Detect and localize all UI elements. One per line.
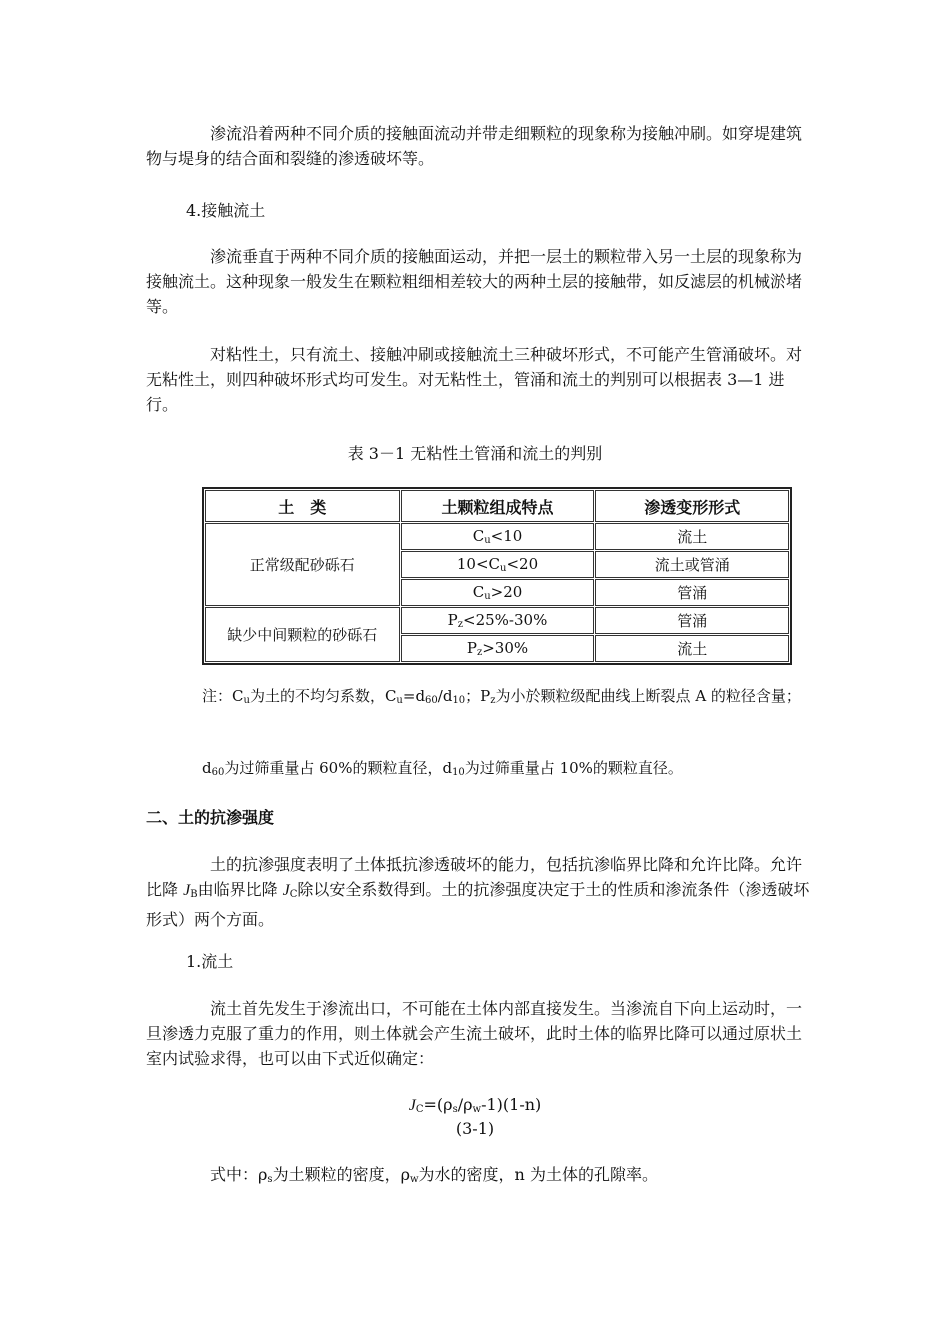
table-header-row: [205, 490, 789, 522]
condition-cell: $P_z>30\%$: [401, 635, 595, 662]
header-soil-type: 土 类: [205, 490, 400, 522]
table-note-2: $d_{60}$为过筛重量占 60%的颗粒直径，$d_{10}$为过筛重量占 10%的颗粒直径。: [202, 759, 683, 778]
paragraph-cohesive-soil: 对粘性土，只有流土、接触冲刷或接触流土三种破坏形式，不可能产生管涌破坏。对无粘性土，则四种破坏形式均可发生。对无粘性土，管涌和流土的判别可以根据表 3—1 进行。: [146, 345, 803, 414]
paragraph-contact-flow-soil: 渗流垂直于两种不同介质的接触面运动，并把一层土的颗粒带入另一土层的现象称为接触流土。这种现象一般发生在颗粒粗细相差较大的两种土层的接触带，如反滤层的机械淤堵等。: [146, 247, 803, 316]
condition-cell: $10<C_u<20$: [401, 551, 595, 578]
formula-number: (3-1): [455, 1119, 495, 1138]
condition-cell: $P_z<25\%-30\%$: [401, 607, 595, 634]
table-caption: 表 3－1 无粘性土管涌和流土的判别: [347, 444, 603, 463]
type-cell: 流土: [595, 523, 789, 550]
header-deformation-type: 渗透变形形式: [595, 490, 789, 522]
type-cell: 流土: [595, 635, 789, 662]
type-cell: 管涌: [595, 607, 789, 634]
condition-cell: $C_u<10$: [401, 523, 595, 550]
heading-contact-flow-soil: 4.接触流土: [186, 201, 266, 220]
group-gap-graded-gravel: 缺少中间颗粒的砂砾石: [205, 607, 400, 662]
group-normal-gravel: 正常级配砂砾石: [205, 523, 400, 606]
type-cell: 流土或管涌: [595, 551, 789, 578]
header-particle-features: 土颗粒组成特点: [401, 490, 595, 522]
table-row: [205, 523, 789, 550]
paragraph-contact-scour: 渗流沿着两种不同介质的接触面流动并带走细颗粒的现象称为接触冲刷。如穿堤建筑物与堤身的结合面和裂缝的渗透破坏等。: [146, 124, 803, 168]
paragraph-formula-legend: 式中：$\rho_s$为土颗粒的密度，$\rho_w$为水的密度，n 为土体的孔隙率。: [210, 1165, 658, 1185]
heading-flow-soil: 1.流土: [186, 952, 234, 971]
section-title-seepage-strength: 二、土的抗渗强度: [146, 808, 275, 827]
paragraph-flow-soil: 流土首先发生于渗流出口，不可能在土体内部直接发生。当渗流自下向上运动时，一旦渗透力克服了重力的作用，则土体就会产生流土破坏，此时土体的临界比降可以通过原状土室内试验求得，也可以由下式近似确定：: [146, 999, 803, 1068]
paragraph-seepage-strength: 土的抗渗强度表明了土体抵抗渗透破坏的能力，包括抗渗临界比降和允许比降。允许比降 $J_B$由临界比降 $J_C$除以安全系数得到。土的抗渗强度决定于土的性质和渗流条件（渗透破坏形式）两个方面。: [146, 855, 810, 929]
discrimination-table: [202, 487, 792, 665]
condition-cell: $C_u>20$: [401, 579, 595, 606]
formula-critical-gradient: $J_C=(\rho_s/\rho_w-1)(1-n)$: [408, 1095, 542, 1115]
table-row: [205, 607, 789, 634]
type-cell: 管涌: [595, 579, 789, 606]
table-note-1: 注：$C_u$为土的不均匀系数，$C_u=d_{60}/d_{10}$；$P_z$为小於颗粒级配曲线上断裂点 A 的粒径含量；: [202, 687, 801, 706]
